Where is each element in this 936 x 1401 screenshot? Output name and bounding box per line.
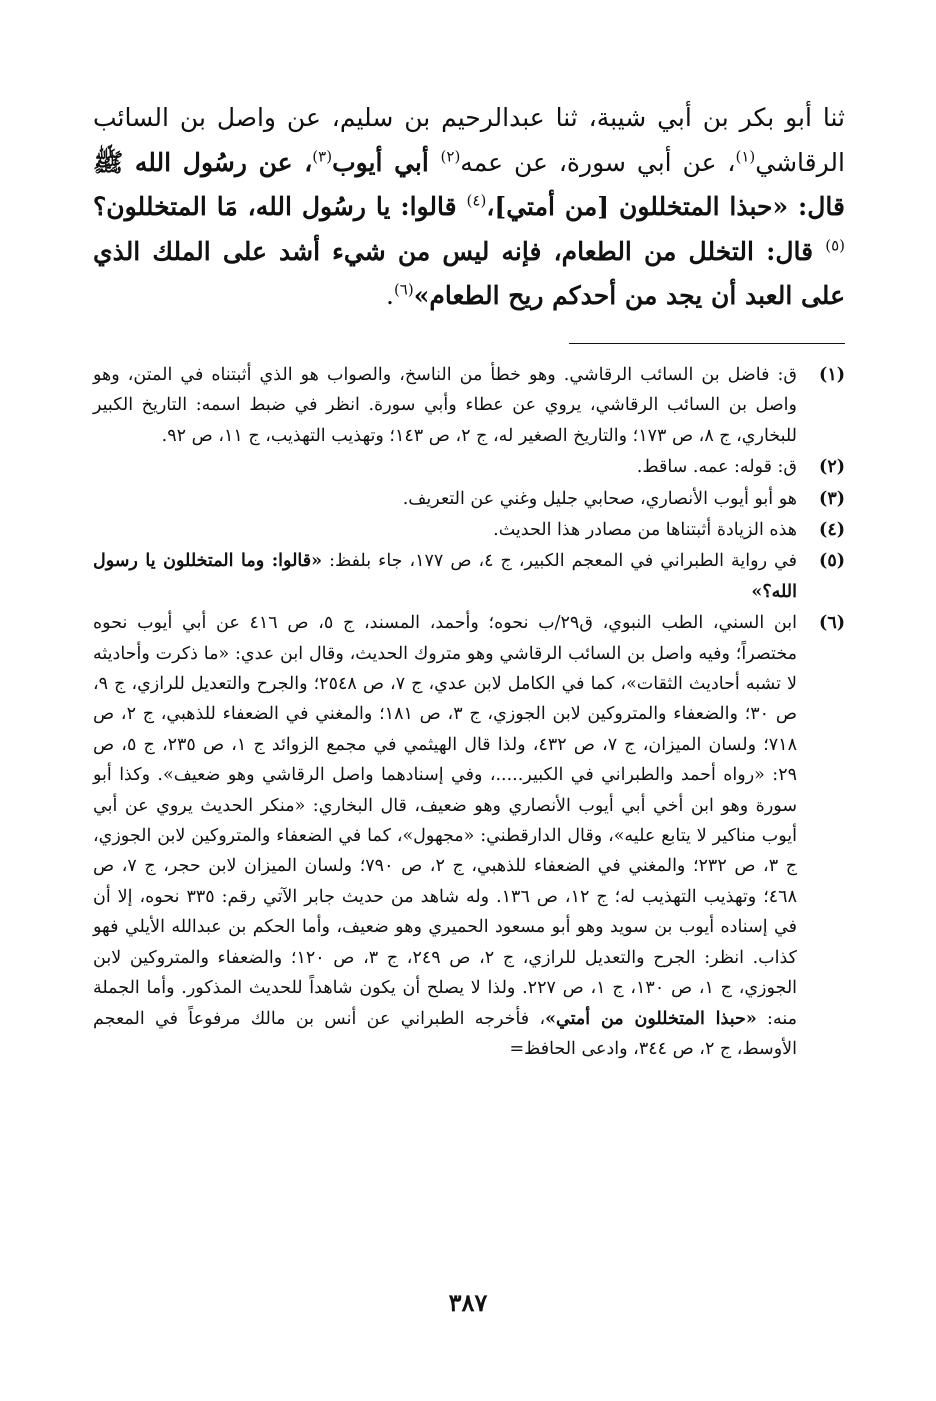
footnote-number: (٤) bbox=[819, 520, 845, 540]
footnote-number: (٥) bbox=[819, 551, 845, 572]
footnote-text: هذه الزيادة أثبتناها من مصادر هذا الحديث. bbox=[493, 520, 797, 540]
footnote-divider bbox=[569, 343, 845, 344]
narrator-name: أبي أيوب bbox=[332, 147, 441, 177]
page-number: ٣٨٧ bbox=[448, 1288, 488, 1317]
footnote-item bbox=[93, 608, 845, 1064]
footnote-item bbox=[93, 546, 845, 607]
footnote-text-part: ، فأخرجه الطبراني عن أنس بن مالك مرفوعاً في المعجم الأوسط، ج ٢، ص ٣٤٤، وادعى الحافظ= bbox=[93, 1008, 797, 1059]
footnote-number: (١) bbox=[819, 364, 845, 385]
footnote-ref: (٣) bbox=[312, 147, 333, 166]
quoted-phrase: «حبذا المتخللون من أمتي» bbox=[545, 1008, 757, 1029]
footnote-number: (٦) bbox=[819, 613, 845, 634]
page-content bbox=[93, 96, 845, 1065]
footnote-text bbox=[93, 546, 797, 607]
footnote-item bbox=[93, 360, 845, 451]
footnote-ref: (١) bbox=[735, 147, 756, 166]
footnote-item bbox=[93, 484, 845, 514]
footnote-item bbox=[93, 452, 845, 482]
footnote-text: ق: قوله: عمه. ساقط. bbox=[636, 457, 797, 478]
footnote-text-part: ابن السني، الطب النبوي، ق٢٩/ب نحوه؛ وأحمد، المسند، ج ٥، ص ٤١٦ عن أبي أيوب نحوه مختصراً؛ وفيه واصل بن السائب الرقاشي وهو متروك الحديث، وقال ابن عدي: «ما ذكرت وأحاديثه لا تشبه أحاديث الثقات»، كما في الكامل لابن عدي، ج ٧، ص ٢٥٤٨؛ والجرح والتعديل للرازي، ج ٩، ص ٣٠؛ والضعفاء والمتروكين لابن الجوزي، ج ٣، ص ١٨١؛ والمغني في الضعفاء للذهبي، ج ٢، ص ٧١٨؛ ولسان الميزان، ج ٧، ص ٤٣٢، ولذا قال الهيثمي في مجمع الزوائد ج ١، ص ٢٣٥، ج ٥، ص ٢٩: «رواه أحمد والطبراني في الكبير.....، وفي إسنادهما واصل الرقاشي وهو ضعيف». وكذا أبو سورة وهو ابن أخي أبي أيوب الأنصاري وهو ضعيف، قال البخاري: «منكر الحديث يروي عن أبي أيوب مناكير لا يتابع عليه»، وقال الدارقطني: «مجهول»، كما في الضعفاء والمتروكين لابن الجوزي، ج ٣، ص ٢٣٢؛ والمغني في الضعفاء للذهبي، ج ٢، ص ٧٩٠؛ ولسان الميزان لابن حجر، ج ٧، ص ٤٦٨؛ وتهذيب التهذيب له؛ ج ١٢، ص ١٣٦. وله شاهد من حديث جابر الآتي رقم: ٣٣٥ نحوه، إلا أن في إسناده أيوب بن سويد وهو أبو مسعود الحميري وهو ضعيف، وأما الحكم بن عبدالله الأيلي فهو كذاب. انظر: الجرح والتعديل للرازي، ج ٢، ص ٢٤٩، ج ٣، ص ١٢٠؛ والضعفاء والمتروكين لابن الجوزي، ج ١، ص ١٣٠، ج ١، ص ٢٢٧. ولذا لا يصلح أن يكون شاهداً للحديث المذكور. وأما الجملة منه: bbox=[93, 613, 798, 1029]
footnote-text: ق: فاضل بن السائب الرقاشي. وهو خطأ من الناسخ، والصواب هو الذي أثبتناه في المتن، وهو واصل بن السائب الرقاشي، يروي عن عطاء وأبي سورة. انظر في ضبط اسمه: التاريخ الكبير للبخاري، ج ٨، ص ١٧٣؛ والتاريخ الصغير له، ج ٢، ص ١٤٣؛ وتهذيب التهذيب، ج ١١، ص ٩٢. bbox=[93, 364, 797, 446]
footnote-ref: (٤) bbox=[466, 191, 487, 210]
footnotes bbox=[93, 360, 845, 1064]
matn-text: قالوا: يا رسُول الله، مَا المتخللون؟ bbox=[93, 192, 467, 222]
quoted-variant: «قالوا: وما المتخللون يا رسول الله؟» bbox=[93, 551, 797, 602]
footnote-text: هو أبو أيوب الأنصاري، صحابي جليل وغني عن التعريف. bbox=[402, 488, 797, 509]
footnote-number: (٢) bbox=[819, 457, 845, 478]
matn-text: قال: التخلل من الطعام، فإنه ليس من شيء أشد على الملك الذي على العبد أن يجد من أحدكم ريح الطعام» bbox=[93, 236, 845, 311]
hadith-text bbox=[93, 96, 845, 319]
footnote-item bbox=[93, 515, 845, 545]
footnote-ref: (٥) bbox=[825, 236, 845, 255]
footnote-text-part: في رواية الطبراني في المعجم الكبير، ج ٤، ص ١٧٧، جاء بلفظ: bbox=[322, 551, 797, 572]
footnote-ref: (٢) bbox=[440, 147, 461, 166]
end-punct: . bbox=[385, 281, 394, 311]
footnote-ref: (٦) bbox=[393, 281, 414, 300]
isnad-text: ثنا أبو بكر بن أبي شيبة، ثنا عبدالرحيم بن سليم، عن واصل بن السائب الرقاشي bbox=[93, 103, 845, 177]
footnote-number: (٣) bbox=[819, 488, 845, 509]
isnad-text: ، عن أبي سورة، عن عمه bbox=[460, 147, 736, 177]
footnote-text bbox=[93, 608, 797, 1064]
matn-text: ، عن رسُول الله ﷺ قال: «حبذا المتخللون [من أمتي]، bbox=[93, 147, 845, 222]
